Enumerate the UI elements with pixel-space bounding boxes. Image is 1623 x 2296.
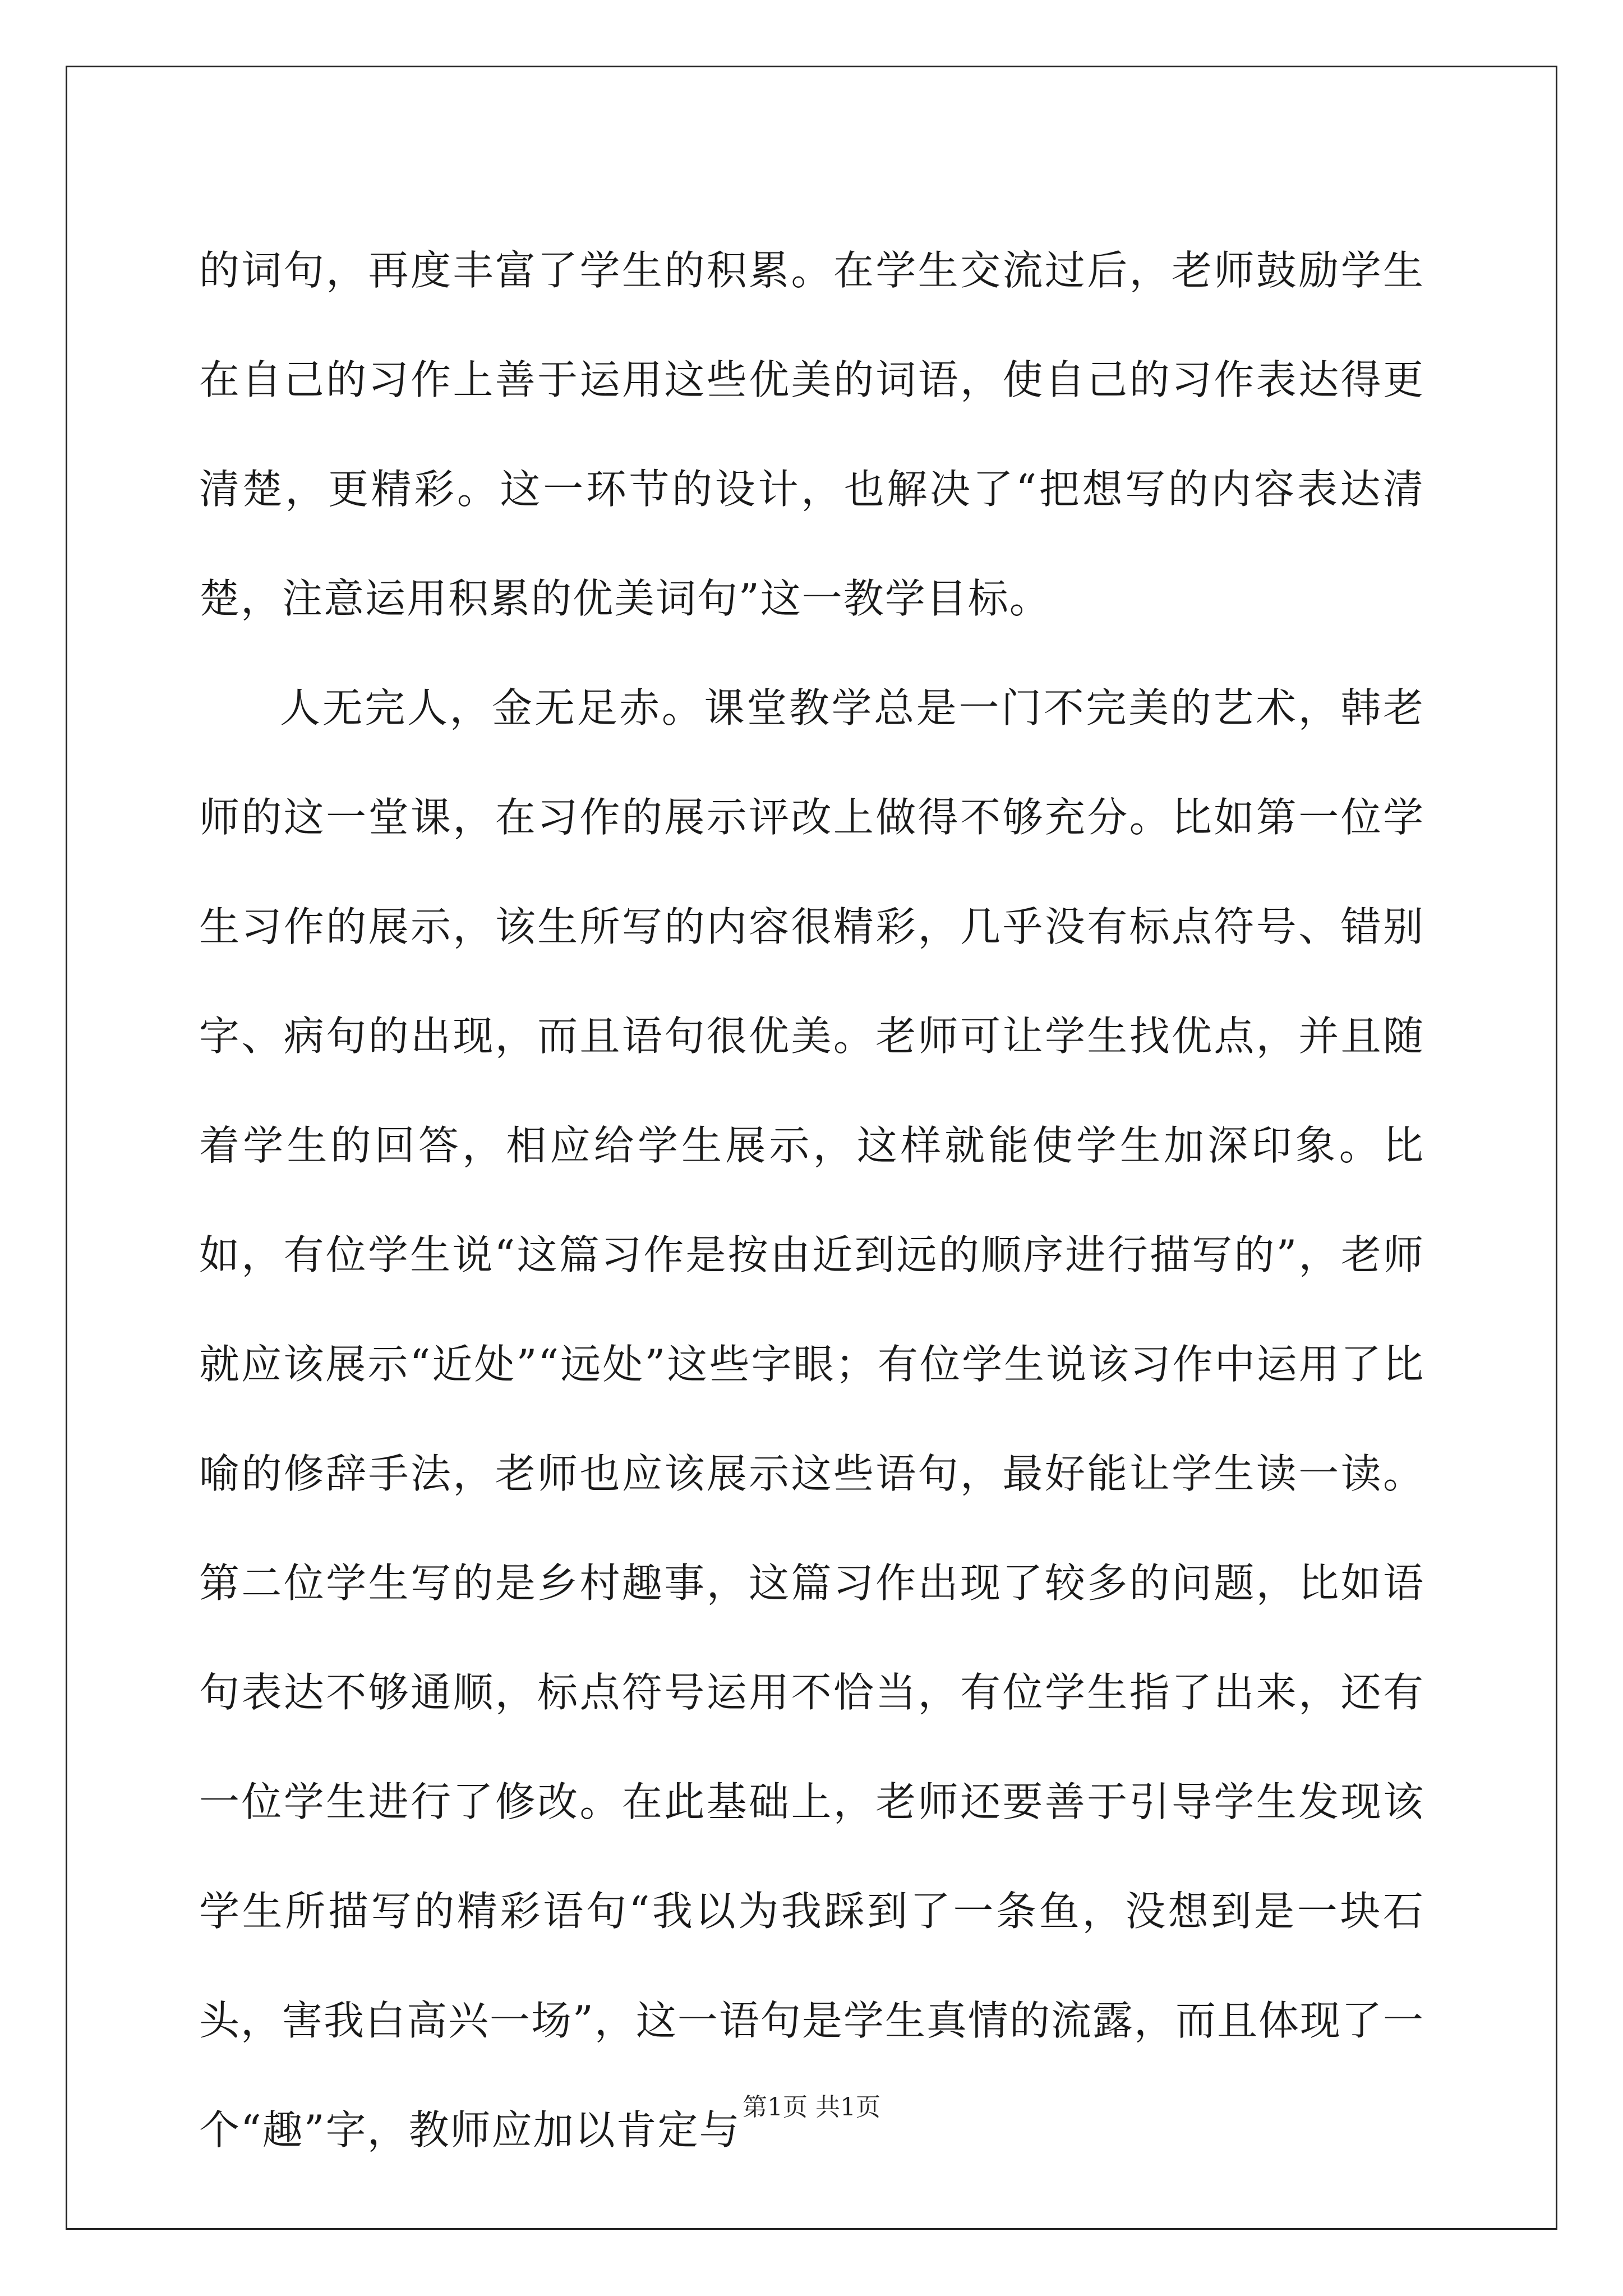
paragraph-2: 人无完人，金无足赤。课堂教学总是一门不完美的艺术，韩老师的这一堂课，在习作的展示评改上做得不够充分。比如第一位学生习作的展示，该生所写的内容很精彩，几乎没有标点符号、错别字、病句的出现，而且语句很优美。老师可让学生找优点，并且随着学生的回答，相应给学生展示，这样就能使学生加深印象。比如，有位学生说“这篇习作是按由近到远的顺序进行描写的”，老师就应该展示“近处”“远处”这些字眼；有位学生说该习作中运用了比喻的修辞手法，老师也应该展示这些语句，最好能让学生读一读。第二位学生写的是乡村趣事，这篇习作出现了较多的问题，比如语句表达不够通顺，标点符号运用不恰当，有位学生指了出来，还有一位学生进行了修改。在此基础上，老师还要善于引导学生发现该学生所描写的精彩语句“我以为我踩到了一条鱼，没想到是一块石头，害我白高兴一场”，这一语句是学生真情的流露，而且体现了一个“趣”字，教师应加以肯定与 [199, 684, 1424, 2154]
document-body [199, 216, 1424, 2185]
page-number-footer: 第1页 共1页 [743, 2093, 880, 2122]
paragraph-1: 的词句，再度丰富了学生的积累。在学生交流过后，老师鼓励学生在自己的习作上善于运用这些优美的词语，使自己的习作表达得更清楚，更精彩。这一环节的设计，也解决了“把想写的内容表达清楚，注意运用积累的优美词句”这一教学目标。 [199, 247, 1424, 622]
